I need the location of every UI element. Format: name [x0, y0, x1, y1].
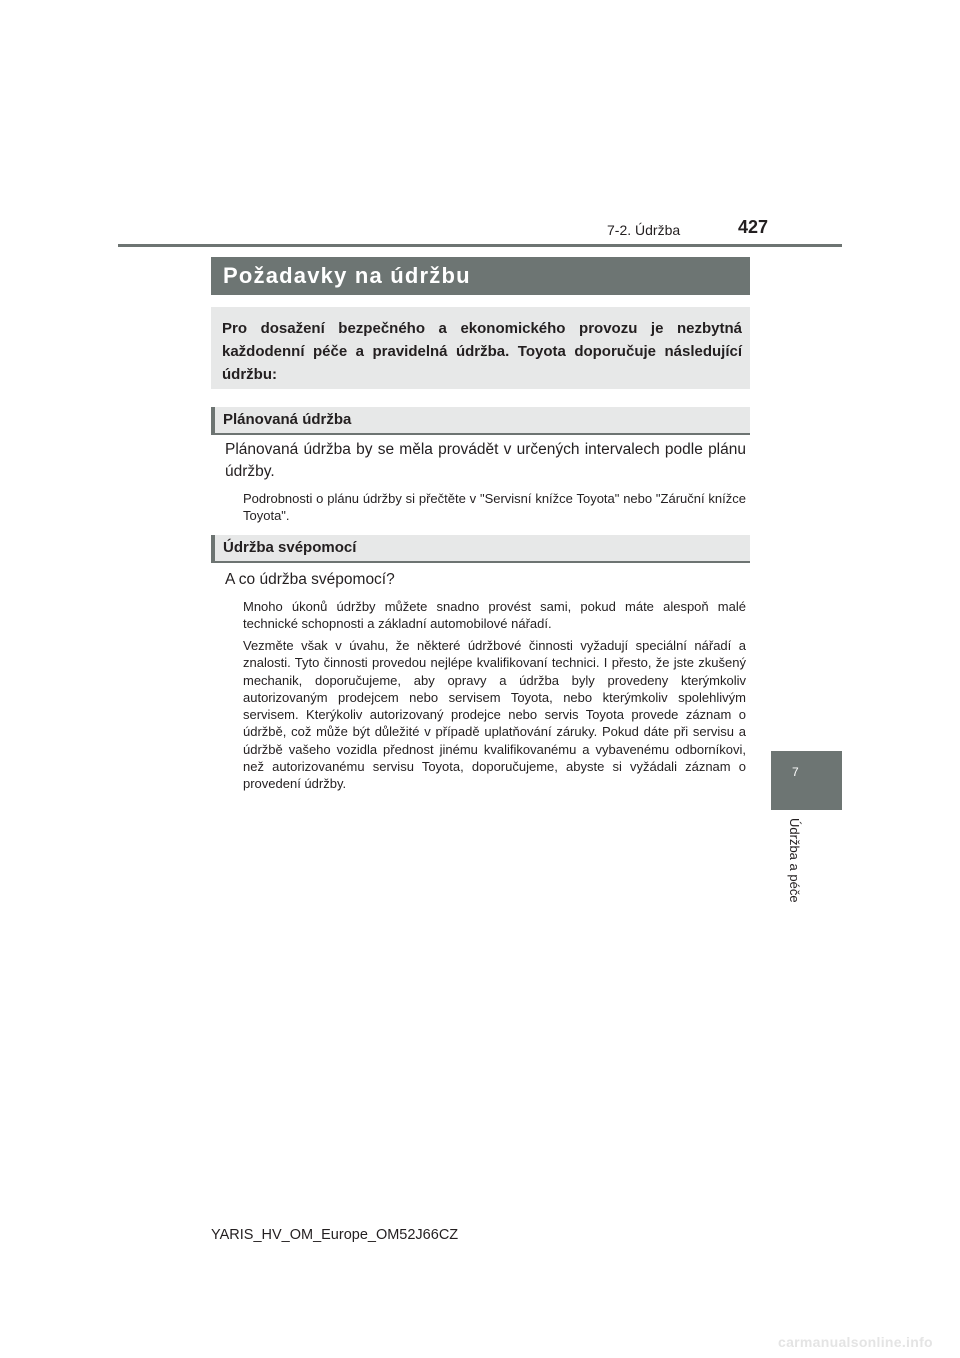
header-rule — [118, 244, 842, 247]
subhead-label: Údržba svépomocí — [223, 539, 357, 556]
subhead-do-it-yourself-maintenance — [211, 535, 750, 563]
page-title: Požadavky na údržbu — [223, 263, 471, 288]
watermark: carmanualsonline.info — [778, 1334, 933, 1350]
scheduled-maintenance-note: Podrobnosti o plánu údržby si přečtěte v "Servisní knížce Toyota" nebo "Záruční knížce Toyota". — [243, 491, 746, 524]
scheduled-maintenance-body: Plánovaná údržba by se měla provádět v určených intervalech podle plánu údržby. — [225, 441, 746, 480]
chapter-tab — [771, 751, 842, 810]
subhead-scheduled-maintenance — [211, 407, 750, 435]
header-section: 7-2. Údržba — [607, 222, 681, 238]
intro-text: Pro dosažení bezpečného a ekonomického provozu je nezbytná každodenní péče a pravidelná údržba. Toyota doporučuje následující údržbu: — [222, 320, 742, 383]
chapter-number: 7 — [792, 765, 799, 779]
chapter-label: Údržba a péče — [787, 818, 802, 903]
do-it-yourself-body: A co údržba svépomocí? — [225, 571, 395, 588]
intro-box — [211, 307, 750, 389]
footer-document-code: YARIS_HV_OM_Europe_OM52J66CZ — [211, 1227, 459, 1243]
do-it-yourself-note-1: Mnoho úkonů údržby můžete snadno provést sami, pokud máte alespoň malé technické schopnosti a základní automobilové nářadí. — [243, 599, 746, 632]
title-bar — [211, 257, 750, 295]
do-it-yourself-note-2: Vezměte však v úvahu, že některé údržbové činnosti vyžadují speciální nářadí a znalosti. Tyto činnosti provedou nejlépe kvalifikovaní technici. I přesto, že jste zkušený mechanik, doporučujeme, aby opravy a údržba byly provedeny kterýmkoliv autorizovaným prodejcem nebo servisem Toyota, nebo kterýmkoliv spolehlivým servisem. Kterýkoliv autorizovaný prodejce nebo servis Toyota provede záznam o údržbě, což může být důležité v případě uplatňování záruky. Pokud dáte při servisu a údržbě vašeho vozidla přednost jinému kvalifikovanému a vybavenému odborníkovi, než autorizovanému servisu Toyota, doporučujeme, abyste si vyžádali záznam o provedení údržby. — [243, 638, 746, 792]
page-number: 427 — [738, 217, 769, 237]
subhead-label: Plánovaná údržba — [223, 411, 352, 428]
